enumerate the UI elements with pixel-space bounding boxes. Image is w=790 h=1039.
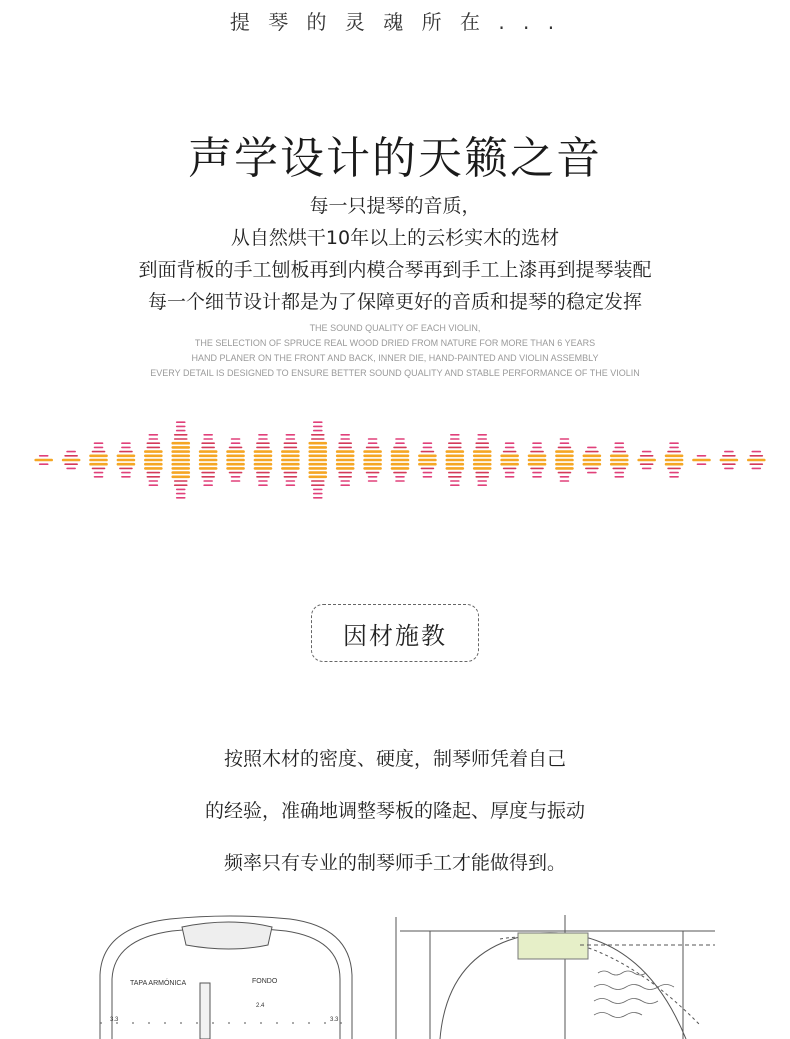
- left-plate-sketch: [100, 916, 352, 1039]
- cn-line: 到面背板的手工刨板再到内模合琴再到手工上漆再到提琴装配: [138, 259, 652, 281]
- sketch-label-top: TAPA ARMÓNICA: [130, 980, 187, 987]
- blueprint-sketch-image: [0, 905, 790, 1039]
- body-line: 频率只有专业的制琴师手工才能做得到。: [223, 852, 566, 874]
- en-line: THE SOUND QUALITY OF EACH VIOLIN,: [309, 323, 481, 333]
- en-line: EVERY DETAIL IS DESIGNED TO ENSURE BETTER SOUND QUALITY AND STABLE PERFORMANCE OF THE VIOLIN: [150, 368, 640, 378]
- cn-line: 每一只提琴的音质，: [309, 195, 481, 217]
- cn-line: 从自然烘干10年以上的云杉实木的选材: [230, 227, 560, 249]
- section-heading: 声学设计的天籁之音: [188, 133, 602, 184]
- sketch-mark: 3.3: [110, 1017, 119, 1023]
- cn-line: 每一个细节设计都是为了保障更好的音质和提琴的稳定发挥: [147, 291, 642, 313]
- en-line: THE SELECTION OF SPRUCE REAL WOOD DRIED FROM NATURE FOR MORE THAN 6 YEARS: [194, 338, 596, 348]
- english-description: [0, 321, 790, 381]
- sound-wave-graphic: [30, 410, 770, 510]
- en-line: HAND PLANER ON THE FRONT AND BACK, INNER DIE, HAND-PAINTED AND VIOLIN ASSEMBLY: [191, 353, 599, 363]
- sketch-mark: 3.3: [330, 1017, 339, 1023]
- sketch-mark: 2.4: [256, 1003, 265, 1009]
- sketch-label-back: FONDO: [252, 978, 278, 985]
- right-arc-sketch: [396, 915, 715, 1039]
- section-button[interactable]: 因材施教: [311, 604, 479, 662]
- body-line: 按照木材的密度、硬度，制琴师凭着自己: [223, 748, 566, 770]
- tagline: 提 琴 的 灵 魂 所 在 . . .: [229, 10, 561, 34]
- chinese-description: [0, 190, 790, 318]
- body-description: [0, 733, 790, 889]
- body-line: 的经验，准确地调整琴板的隆起、厚度与振动: [204, 800, 585, 822]
